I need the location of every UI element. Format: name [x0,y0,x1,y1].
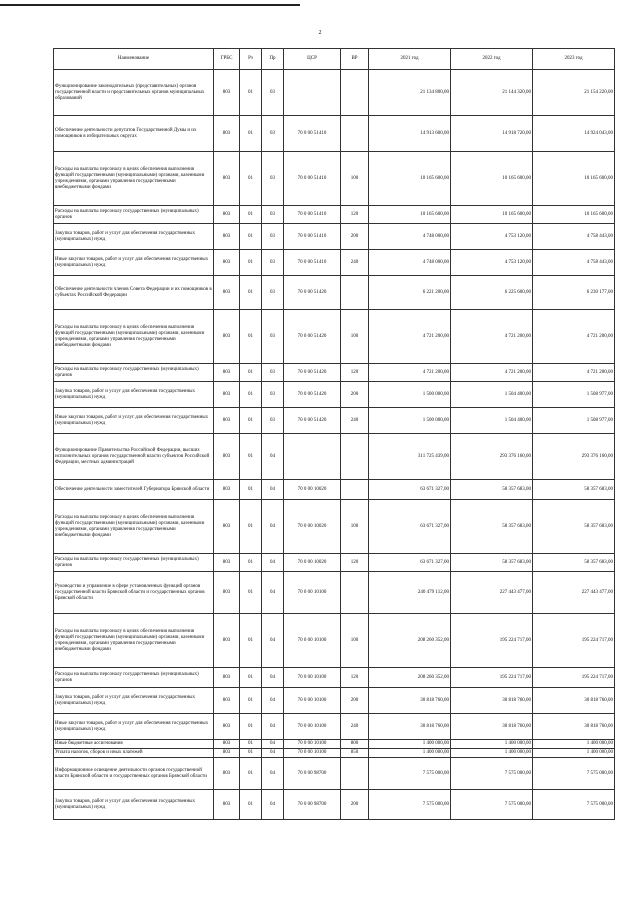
cell-2022: 227 443 477,00 [451,572,533,614]
cell-name: Расходы на выплаты персоналу в целях обеспечения выполнения функций государственными (муниципальными) органами, казенными учреждениями, органами управления государственными внебюджетными фондами [54,614,214,668]
table-row [54,668,615,688]
cell-name: Расходы на выплаты персоналу в целях обеспечения выполнения функций государственными (муниципальными) органами, казенными учреждениями, органами управления государственными внебюджетными фондами [54,152,214,206]
cell-pr: 04 [262,749,284,758]
cell-2021: 1 500 000,00 [369,382,451,408]
top-rule [0,4,300,6]
cell-2022: 1 504 400,00 [451,408,533,434]
cell-csr: 70 0 00 10020 [284,554,341,572]
cell-2021: 208 260 352,00 [369,668,451,688]
cell-vr [341,758,369,790]
cell-rz: 01 [240,749,262,758]
cell-rz: 01 [240,614,262,668]
table-row [54,500,615,554]
cell-csr: 70 0 00 10020 [284,480,341,500]
cell-vr [341,276,369,310]
cell-2023: 58 357 683,00 [533,480,615,500]
table-row [54,408,615,434]
cell-pr: 04 [262,790,284,820]
cell-2022: 1 400 000,00 [451,749,533,758]
table-row [54,310,615,364]
cell-rz: 01 [240,572,262,614]
cell-vr: 200 [341,382,369,408]
cell-2022: 4 721 200,00 [451,364,533,382]
cell-grbs: 803 [214,250,240,276]
cell-vr [341,572,369,614]
cell-grbs: 803 [214,740,240,749]
cell-name: Закупка товаров, работ и услуг для обеспечения государственных (муниципальных) нужд [54,224,214,250]
col-header-pr: Пр [262,49,284,70]
cell-rz: 01 [240,70,262,116]
cell-2022: 58 357 683,00 [451,500,533,554]
cell-2023: 7 575 000,00 [533,790,615,820]
table-row [54,152,615,206]
cell-2021: 10 165 600,00 [369,206,451,224]
cell-rz: 01 [240,276,262,310]
cell-vr: 120 [341,206,369,224]
cell-pr: 03 [262,364,284,382]
cell-2021: 1 400 000,00 [369,749,451,758]
cell-name: Руководство и управление в сфере установленных функций органов государственной власти Брянской области и государственных органов Брянской области [54,572,214,614]
cell-pr: 04 [262,554,284,572]
cell-rz: 01 [240,364,262,382]
cell-2022: 293 376 160,00 [451,434,533,480]
col-header-2021: 2021 год [369,49,451,70]
cell-rz: 01 [240,250,262,276]
cell-name: Закупка товаров, работ и услуг для обеспечения государственных (муниципальных) нужд [54,688,214,714]
cell-name: Расходы на выплаты персоналу государственных (муниципальных) органов [54,668,214,688]
cell-2021: 1 400 000,00 [369,740,451,749]
cell-vr: 100 [341,152,369,206]
cell-2021: 30 818 760,00 [369,688,451,714]
cell-name: Обеспечение деятельности членов Совета Федерации и их помощников в субъектах Российской Федерации [54,276,214,310]
cell-name: Информационное освещение деятельности органов государственной власти Брянской области и государственных органов Брянской области [54,758,214,790]
cell-csr: 70 0 00 98700 [284,790,341,820]
cell-2022: 14 918 720,00 [451,116,533,152]
cell-2023: 58 357 683,00 [533,500,615,554]
cell-2021: 7 575 000,00 [369,758,451,790]
cell-rz: 01 [240,554,262,572]
cell-2023: 58 357 683,00 [533,554,615,572]
cell-pr: 04 [262,572,284,614]
table-row [54,688,615,714]
cell-vr [341,116,369,152]
cell-2021: 4 721 200,00 [369,364,451,382]
table-row [54,572,615,614]
table-row [54,276,615,310]
cell-2021: 14 913 600,00 [369,116,451,152]
cell-csr: 70 0 00 51420 [284,310,341,364]
cell-vr: 100 [341,310,369,364]
cell-grbs: 803 [214,434,240,480]
cell-csr: 70 0 00 10100 [284,714,341,740]
cell-2023: 1 400 000,00 [533,749,615,758]
col-header-2022: 2022 год [451,49,533,70]
cell-pr: 04 [262,668,284,688]
cell-2021: 10 165 600,00 [369,152,451,206]
cell-2021: 7 575 000,00 [369,790,451,820]
cell-vr: 240 [341,250,369,276]
cell-2021: 240 479 112,00 [369,572,451,614]
cell-2022: 4 753 120,00 [451,250,533,276]
cell-2023: 21 154 220,00 [533,70,615,116]
cell-2022: 195 224 717,00 [451,668,533,688]
cell-pr: 04 [262,740,284,749]
cell-rz: 01 [240,152,262,206]
cell-rz: 01 [240,310,262,364]
cell-2021: 4 748 000,00 [369,250,451,276]
cell-pr: 03 [262,116,284,152]
table-row [54,740,615,749]
cell-2021: 63 671 327,00 [369,500,451,554]
cell-name: Иные закупки товаров, работ и услуг для обеспечения государственных (муниципальных) нужд [54,714,214,740]
cell-pr: 03 [262,408,284,434]
col-header-rz: Рз [240,49,262,70]
cell-pr: 04 [262,714,284,740]
cell-grbs: 803 [214,224,240,250]
cell-csr: 70 0 00 51410 [284,250,341,276]
cell-2023: 195 224 717,00 [533,614,615,668]
cell-2021: 30 818 760,00 [369,714,451,740]
table-row [54,554,615,572]
cell-2023: 1 508 977,00 [533,382,615,408]
cell-2022: 7 575 000,00 [451,790,533,820]
cell-grbs: 803 [214,554,240,572]
cell-2022: 58 357 683,00 [451,554,533,572]
cell-grbs: 803 [214,790,240,820]
cell-2021: 1 500 000,00 [369,408,451,434]
cell-grbs: 803 [214,152,240,206]
cell-rz: 01 [240,116,262,152]
cell-csr: 70 0 00 51420 [284,364,341,382]
cell-2022: 1 504 400,00 [451,382,533,408]
cell-pr: 03 [262,250,284,276]
cell-2023: 195 224 717,00 [533,668,615,688]
cell-2021: 4 721 200,00 [369,310,451,364]
cell-name: Обеспечение деятельности депутатов Государственной Думы и их помощников в избирательных округах [54,116,214,152]
cell-vr: 800 [341,740,369,749]
cell-rz: 01 [240,206,262,224]
cell-2023: 293 376 160,00 [533,434,615,480]
cell-rz: 01 [240,714,262,740]
cell-pr: 04 [262,434,284,480]
cell-name: Иные закупки товаров, работ и услуг для обеспечения государственных (муниципальных) нужд [54,250,214,276]
cell-2022: 4 721 200,00 [451,310,533,364]
cell-name: Закупка товаров, работ и услуг для обеспечения государственных (муниципальных) нужд [54,382,214,408]
cell-csr: 70 0 00 10100 [284,749,341,758]
cell-pr: 04 [262,480,284,500]
cell-name: Расходы на выплаты персоналу государственных (муниципальных) органов [54,364,214,382]
cell-vr: 100 [341,614,369,668]
table-row [54,70,615,116]
cell-name: Закупка товаров, работ и услуг для обеспечения государственных (муниципальных) нужд [54,790,214,820]
cell-grbs: 803 [214,668,240,688]
cell-csr: 70 0 00 51410 [284,206,341,224]
cell-vr: 120 [341,364,369,382]
cell-pr: 03 [262,206,284,224]
cell-vr: 850 [341,749,369,758]
cell-grbs: 803 [214,614,240,668]
cell-2022: 21 144 320,00 [451,70,533,116]
cell-2023: 1 508 977,00 [533,408,615,434]
cell-grbs: 803 [214,206,240,224]
cell-name: Уплата налогов, сборов и иных платежей [54,749,214,758]
cell-pr: 03 [262,70,284,116]
cell-2023: 10 165 600,00 [533,206,615,224]
table-row [54,758,615,790]
cell-name: Обеспечение деятельности заместителей Губернатора Брянской области [54,480,214,500]
cell-2021: 4 748 000,00 [369,224,451,250]
cell-pr: 03 [262,382,284,408]
cell-csr: 70 0 00 10100 [284,740,341,749]
table-row [54,382,615,408]
cell-name: Расходы на выплаты персоналу в целях обеспечения выполнения функций государственными (муниципальными) органами, казенными учреждениями, органами управления государственными внебюджетными фондами [54,310,214,364]
col-header-2023: 2023 год [533,49,615,70]
cell-2023: 4 758 443,00 [533,224,615,250]
cell-pr: 04 [262,500,284,554]
cell-name: Иные бюджетные ассигнования [54,740,214,749]
table-row [54,250,615,276]
cell-vr: 200 [341,224,369,250]
cell-2023: 6 230 177,00 [533,276,615,310]
cell-pr: 04 [262,614,284,668]
cell-csr: 70 0 00 10100 [284,614,341,668]
cell-csr: 70 0 00 51420 [284,276,341,310]
cell-2022: 4 753 120,00 [451,224,533,250]
cell-csr: 70 0 00 51410 [284,224,341,250]
table-row [54,480,615,500]
table-row [54,714,615,740]
cell-name: Расходы на выплаты персоналу государственных (муниципальных) органов [54,206,214,224]
cell-2022: 30 818 760,00 [451,688,533,714]
cell-rz: 01 [240,790,262,820]
table-row [54,116,615,152]
cell-csr: 70 0 00 51410 [284,116,341,152]
budget-table [53,48,615,820]
cell-name: Иные закупки товаров, работ и услуг для обеспечения государственных (муниципальных) нужд [54,408,214,434]
cell-2022: 30 818 760,00 [451,714,533,740]
cell-name: Расходы на выплаты персоналу в целях обеспечения выполнения функций государственными (муниципальными) органами, казенными учреждениями, органами управления государственными внебюджетными фондами [54,500,214,554]
cell-2022: 58 357 683,00 [451,480,533,500]
cell-grbs: 803 [214,364,240,382]
cell-pr: 04 [262,758,284,790]
cell-2023: 4 758 443,00 [533,250,615,276]
cell-grbs: 803 [214,408,240,434]
cell-2022: 195 224 717,00 [451,614,533,668]
cell-vr: 200 [341,790,369,820]
cell-2023: 30 818 760,00 [533,714,615,740]
cell-grbs: 803 [214,382,240,408]
cell-grbs: 803 [214,480,240,500]
cell-vr: 100 [341,500,369,554]
cell-vr: 120 [341,668,369,688]
cell-csr: 70 0 00 10100 [284,668,341,688]
cell-grbs: 803 [214,688,240,714]
cell-2023: 30 818 760,00 [533,688,615,714]
cell-pr: 03 [262,310,284,364]
cell-2022: 6 225 600,00 [451,276,533,310]
cell-name: Функционирование Правительства Российской Федерации, высших исполнительных органов государственной власти субъектов Российской Федерации, местных администраций [54,434,214,480]
cell-csr: 70 0 00 10100 [284,688,341,714]
cell-grbs: 803 [214,758,240,790]
cell-2021: 21 134 800,00 [369,70,451,116]
cell-2023: 227 443 477,00 [533,572,615,614]
cell-rz: 01 [240,382,262,408]
cell-name: Расходы на выплаты персоналу государственных (муниципальных) органов [54,554,214,572]
cell-grbs: 803 [214,70,240,116]
cell-grbs: 803 [214,116,240,152]
cell-vr: 120 [341,554,369,572]
cell-vr [341,434,369,480]
cell-pr: 04 [262,688,284,714]
table-row [54,749,615,758]
cell-2021: 311 725 439,00 [369,434,451,480]
cell-pr: 03 [262,276,284,310]
cell-rz: 01 [240,500,262,554]
cell-2023: 4 721 200,00 [533,310,615,364]
page-number: 2 [318,30,322,36]
cell-csr: 70 0 00 10020 [284,500,341,554]
cell-grbs: 803 [214,749,240,758]
cell-csr: 70 0 00 51420 [284,408,341,434]
cell-grbs: 803 [214,572,240,614]
cell-vr [341,480,369,500]
table-row [54,224,615,250]
cell-rz: 01 [240,434,262,480]
cell-grbs: 803 [214,714,240,740]
table-body [54,70,615,820]
cell-csr: 70 0 00 98700 [284,758,341,790]
cell-csr: 70 0 00 10100 [284,572,341,614]
table-header-row [54,49,615,70]
col-header-vr: ВР [341,49,369,70]
cell-2022: 7 575 000,00 [451,758,533,790]
cell-pr: 03 [262,152,284,206]
cell-rz: 01 [240,758,262,790]
cell-rz: 01 [240,668,262,688]
cell-rz: 01 [240,224,262,250]
cell-2022: 10 165 600,00 [451,152,533,206]
cell-csr [284,70,341,116]
cell-2021: 63 671 327,00 [369,554,451,572]
cell-csr: 70 0 00 51420 [284,382,341,408]
cell-2022: 1 400 000,00 [451,740,533,749]
cell-grbs: 803 [214,276,240,310]
cell-2021: 6 221 200,00 [369,276,451,310]
cell-vr: 240 [341,714,369,740]
cell-pr: 03 [262,224,284,250]
table-row [54,206,615,224]
col-header-name: Наименование [54,49,214,70]
cell-vr [341,70,369,116]
table-row [54,790,615,820]
cell-rz: 01 [240,740,262,749]
col-header-csr: ЦСР [284,49,341,70]
cell-2022: 10 165 600,00 [451,206,533,224]
col-header-grbs: ГРБС [214,49,240,70]
cell-2023: 1 400 000,00 [533,740,615,749]
table-row [54,364,615,382]
cell-grbs: 803 [214,500,240,554]
cell-name: Функционирование законодательных (представительных) органов государственной власти и представительных органов муниципальных образований [54,70,214,116]
cell-csr [284,434,341,480]
cell-rz: 01 [240,408,262,434]
cell-vr: 240 [341,408,369,434]
table-row [54,434,615,480]
cell-2023: 10 165 600,00 [533,152,615,206]
table-row [54,614,615,668]
cell-2021: 208 260 352,00 [369,614,451,668]
cell-vr: 200 [341,688,369,714]
cell-2023: 7 575 000,00 [533,758,615,790]
cell-csr: 70 0 00 51410 [284,152,341,206]
cell-2023: 4 721 200,00 [533,364,615,382]
cell-2021: 63 671 327,00 [369,480,451,500]
cell-rz: 01 [240,688,262,714]
cell-rz: 01 [240,480,262,500]
cell-grbs: 803 [214,310,240,364]
cell-2023: 14 924 043,00 [533,116,615,152]
